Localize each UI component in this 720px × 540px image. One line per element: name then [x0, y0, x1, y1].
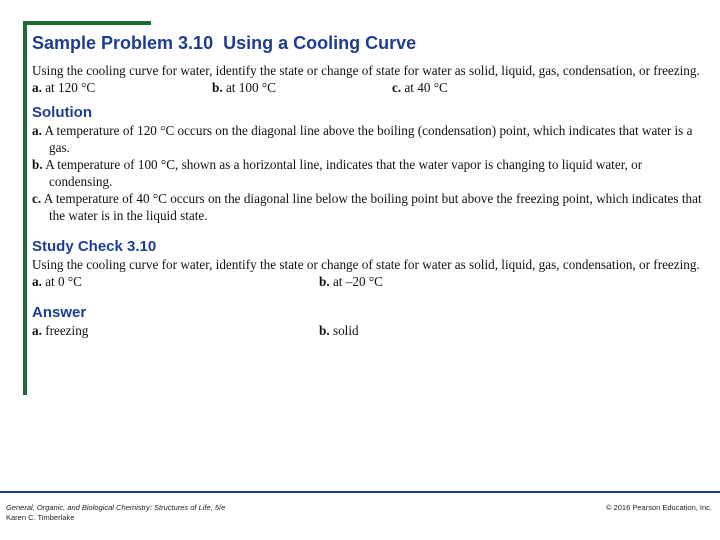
slide-content	[32, 32, 702, 339]
problem-item-a	[32, 79, 212, 96]
item-label: a.	[32, 80, 42, 95]
problem-items	[32, 79, 702, 96]
answer-item-b	[319, 322, 359, 339]
study-check-heading: Study Check 3.10	[32, 238, 157, 255]
item-label: c.	[32, 191, 42, 206]
study-check-item-b	[319, 273, 383, 290]
problem-item-b	[212, 79, 392, 96]
solution-item-b	[32, 156, 702, 190]
answer-item-a	[32, 322, 319, 339]
item-label: c.	[392, 80, 402, 95]
footer-rule	[0, 491, 720, 493]
item-text: at 0 °C	[45, 274, 82, 289]
item-label: b.	[319, 323, 330, 338]
item-text: at 100 °C	[225, 80, 276, 95]
frame-left-bar	[23, 21, 27, 395]
footer-credit	[6, 503, 225, 523]
study-check-items	[32, 273, 702, 290]
item-text: A temperature of 100 °C, shown as a horizontal line, indicates that the water vapor is changing to liquid water, or condensing.	[45, 157, 643, 189]
problem-item-c	[392, 79, 448, 96]
page-title: Sample Problem 3.10 Using a Cooling Curve	[32, 33, 417, 53]
item-label: b.	[212, 80, 223, 95]
footer-book-title: General, Organic, and Biological Chemistry: Structures of Life, 5/e	[6, 503, 226, 512]
answer-items	[32, 322, 702, 339]
item-text: A temperature of 40 °C occurs on the diagonal line below the boiling point but above the freezing point, which indicates that the water is in the liquid state.	[43, 191, 702, 223]
solution-heading: Solution	[32, 104, 92, 121]
answer-heading: Answer	[32, 304, 87, 321]
answer-block	[32, 322, 702, 339]
study-check-item-a	[32, 273, 319, 290]
item-label: a.	[32, 274, 42, 289]
item-label: b.	[32, 157, 43, 172]
item-label: a.	[32, 123, 42, 138]
item-text: freezing	[45, 323, 89, 338]
item-label: b.	[319, 274, 330, 289]
item-text: at 120 °C	[45, 80, 96, 95]
problem-text: Using the cooling curve for water, identify the state or change of state for water as solid, liquid, gas, condensation, or freezing.	[32, 63, 700, 78]
study-check-text: Using the cooling curve for water, identify the state or change of state for water as solid, liquid, gas, condensation, or freezing.	[32, 257, 700, 272]
footer-author: Karen C. Timberlake	[6, 513, 75, 522]
item-text: at –20 °C	[332, 274, 383, 289]
item-label: a.	[32, 323, 42, 338]
footer-copyright: © 2016 Pearson Education, Inc.	[605, 503, 712, 512]
solution-block	[32, 122, 702, 224]
problem-block	[32, 62, 702, 96]
solution-item-a	[32, 122, 702, 156]
item-text: A temperature of 120 °C occurs on the diagonal line above the boiling (condensation) point, which indicates that water is a gas.	[44, 123, 693, 155]
solution-item-c	[32, 190, 702, 224]
item-text: solid	[332, 323, 359, 338]
study-check-block	[32, 256, 702, 290]
item-text: at 40 °C	[404, 80, 448, 95]
frame-top-bar	[23, 21, 151, 25]
